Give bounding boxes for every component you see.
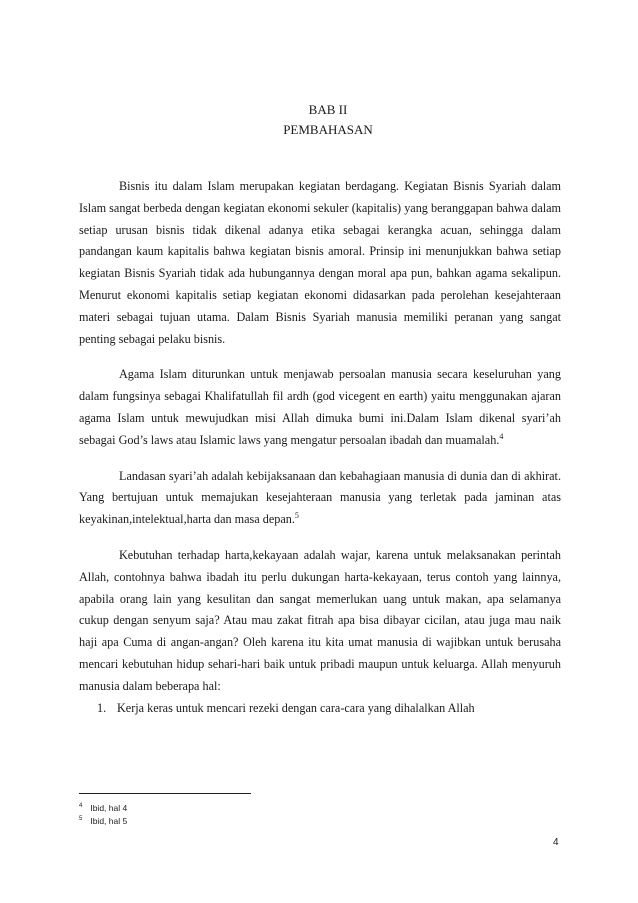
paragraph-3 bbox=[79, 466, 561, 531]
footnote-separator bbox=[79, 793, 251, 794]
list-item-text: Kerja keras untuk mencari rezeki dengan cara-cara yang dihalalkan Allah bbox=[117, 700, 475, 715]
paragraph-2-text: Agama Islam diturunkan untuk menjawab persoalan manusia secara keseluruhan yang dalam fungsinya sebagai Khalifatullah fil ardh (god vicegent en earth) yaitu menggunakan ajaran agama Islam untuk mewujudkan misi Allah dimuka bumi ini.Dalam Islam dikenal syari’ah sebagai God’s laws atau Islamic laws yang mengatur persoalan ibadah dan muamalah. bbox=[79, 367, 561, 447]
footnote-ref-4[interactable]: 4 bbox=[499, 431, 504, 441]
paragraph-1 bbox=[79, 176, 561, 350]
footnote-5 bbox=[79, 816, 127, 826]
footnote-ref-5[interactable]: 5 bbox=[294, 511, 299, 521]
page-number: 4 bbox=[553, 837, 559, 848]
body-text bbox=[79, 176, 561, 719]
paragraph-4 bbox=[79, 545, 561, 698]
footnote-4 bbox=[79, 803, 127, 813]
paragraph-2 bbox=[79, 364, 561, 451]
paragraph-1-text: Bisnis itu dalam Islam merupakan kegiatan berdagang. Kegiatan Bisnis Syariah dalam Islam sangat berbeda dengan kegiatan ekonomi sekuler (kapitalis) yang beranggapan bahwa dalam setiap urusan bisnis tidak dikenal adanya etika sebagai kerangka acuan, sehingga dalam pandangan kaum kapitalis bahwa kegiatan bisnis amoral. Prinsip ini menunjukkan bahwa setiap kegiatan Bisnis Syariah tidak ada hubungannya dengan moral apa pun, bahkan agama sekalipun. Menurut ekonomi kapitalis setiap kegiatan ekonomi didasarkan pada perolehan kesejahteraan materi sebagai tujuan utama. Dalam Bisnis Syariah manusia memiliki peranan yang sangat penting sebagai pelaku bisnis. bbox=[79, 179, 561, 346]
list-item-number: 1. bbox=[97, 700, 107, 715]
footnote-text: Ibid, hal 4 bbox=[90, 803, 128, 813]
paragraph-3-text: Landasan syari’ah adalah kebijaksanaan dan kebahagiaan manusia di dunia dan di akhirat. Yang bertujuan untuk memajukan kesejahteraan manusia yang terletak pada jaminan atas keyakinan,intelektual,harta dan masa depan. bbox=[79, 468, 561, 527]
chapter-title: PEMBAHASAN bbox=[283, 122, 373, 137]
footnote-number: 5 bbox=[79, 816, 83, 823]
footnote-text: Ibid, hal 5 bbox=[90, 816, 128, 826]
paragraph-4-text: Kebutuhan terhadap harta,kekayaan adalah wajar, karena untuk melaksanakan perintah Allah, contohnya bahwa ibadah itu perlu dukungan harta-kekayaan, terus contoh yang lainnya, apabila orang lain yang kesulitan dan sangat memerlukan uang untuk makan, apa selamanya cukup dengan senyum saja? Atau mau zakat fitrah apa bisa dibayar cicilan, atau juga mau naik haji apa Cuma di angan-angan? Oleh karena itu kita umat manusia di wajibkan untuk berusaha mencari kebutuhan hidup sehari-hari baik untuk pribadi maupun untuk keluarga. Allah menyuruh manusia dalam beberapa hal: bbox=[79, 547, 561, 693]
numbered-list bbox=[79, 698, 561, 720]
footnote-number: 4 bbox=[79, 803, 83, 810]
list-item bbox=[79, 698, 561, 720]
chapter-heading: BAB II bbox=[308, 102, 348, 117]
